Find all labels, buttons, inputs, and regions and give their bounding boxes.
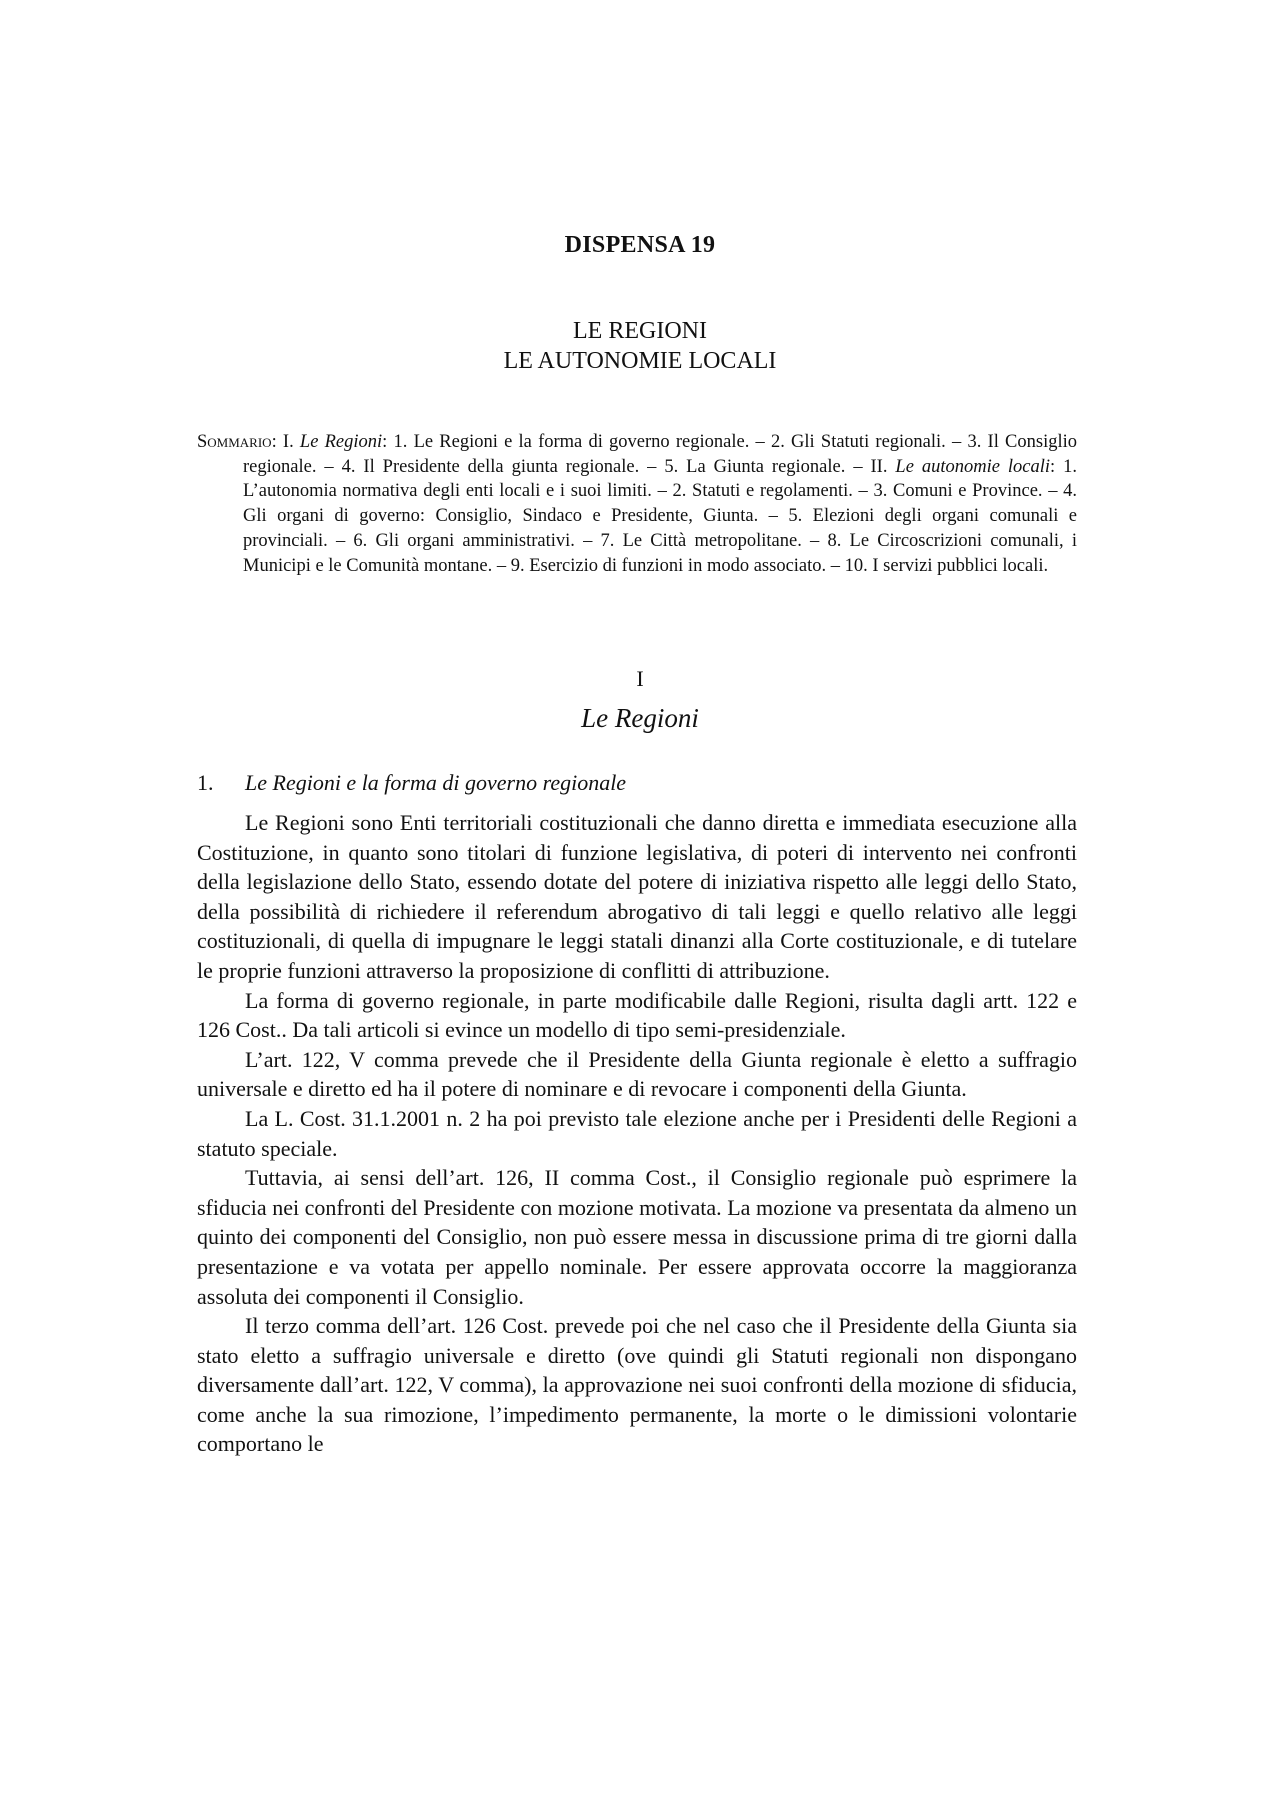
section-number: 1. xyxy=(197,770,214,795)
subtitle-line-2: LE AUTONOMIE LOCALI xyxy=(503,348,777,374)
body-paragraph: La L. Cost. 31.1.2001 n. 2 ha poi previsto tale elezione anche per i Presidenti delle Regioni a statuto speciale. xyxy=(197,1105,1077,1161)
summary-block xyxy=(197,430,1077,578)
body-text xyxy=(197,808,1077,1459)
summary-part1-title: Le Regioni xyxy=(299,432,383,452)
summary-paragraph xyxy=(197,430,1077,578)
section-title: Le Regioni e la forma di governo regionale xyxy=(245,770,627,795)
part-number: I xyxy=(636,666,644,691)
body-paragraph: Le Regioni sono Enti territoriali costituzionali che danno diretta e immediata esecuzione alla Costituzione, in quanto sono titolari di funzione legislativa, di poteri di intervento nei confronti della legislazione dello Stato, essendo dotate del potere di iniziativa rispetto alle leggi dello Stato, della possibilità di richiedere il referendum abrogativo di tali leggi e quello relativo alle leggi costituzionali, di quella di impugnare le leggi statali dinanzi alla Corte costituzionale, e di tutelare le proprie funzioni attraverso la proposizione di conflitti di attribuzione. xyxy=(197,810,1077,983)
section-heading xyxy=(197,770,626,796)
body-paragraph: Tuttavia, ai sensi dell’art. 126, II comma Cost., il Consiglio regionale può esprimere la sfiducia nei confronti del Presidente con mozione motivata. La mozione va presentata da almeno un quinto dei componenti del Consiglio, non può essere messa in discussione prima di tre giorni dalla presentazione e va votata per appello nominale. Per essere approvata occorre la maggioranza assoluta dei componenti il Consiglio. xyxy=(197,1165,1077,1309)
summary-part1-items: : 1. Le Regioni e la forma di governo regionale. – 2. Gli Statuti regionali. – 3. Il Consiglio regionale. – 4. Il Presidente della giunta regionale. – 5. La Giunta regionale. – II. xyxy=(243,432,1077,477)
subtitle-line-1: LE REGIONI xyxy=(573,318,707,344)
summary-label: Sommario: xyxy=(197,432,277,452)
part-title: Le Regioni xyxy=(581,703,699,733)
summary-part2-title: Le autonomie locali xyxy=(895,456,1051,477)
document-title: DISPENSA 19 xyxy=(564,232,716,258)
summary-part2-items: : 1. L’autonomia normativa degli enti locali e i suoi limiti. – 2. Statuti e regolamenti. – 3. Comuni e Province. – 4. Gli organi di governo: Consiglio, Sindaco e Presidente, Giunta. – 5. Elezioni degli organi comunali e provinciali. – 6. Gli organi amministrativi. – 7. Le Città metropolitane. – 8. Le Circoscrizioni comunali, i Municipi e le Comunità montane. – 9. Esercizio di funzioni in modo associato. – 10. I servizi pubblici locali. xyxy=(243,456,1077,576)
body-paragraph: La forma di governo regionale, in parte modificabile dalle Regioni, risulta dagli artt. 122 e 126 Cost.. Da tali articoli si evince un modello di tipo semi-presidenziale. xyxy=(197,987,1077,1043)
summary-part1-number: I. xyxy=(276,432,300,452)
body-paragraph: L’art. 122, V comma prevede che il Presidente della Giunta regionale è eletto a suffragio universale e diretto ed ha il potere di nominare e di revocare i componenti della Giunta. xyxy=(197,1046,1077,1102)
document-subtitle xyxy=(0,316,1280,376)
body-paragraph: Il terzo comma dell’art. 126 Cost. prevede poi che nel caso che il Presidente della Giunta sia stato eletto a suffragio universale e diretto (ove quindi gli Statuti regionali non dispongano diversamente dall’art. 122, V comma), la approvazione nei suoi confronti della mozione di sfiducia, come anche la sua rimozione, l’impedimento permanente, la morte o le dimissioni volontarie comportano le xyxy=(197,1313,1077,1457)
